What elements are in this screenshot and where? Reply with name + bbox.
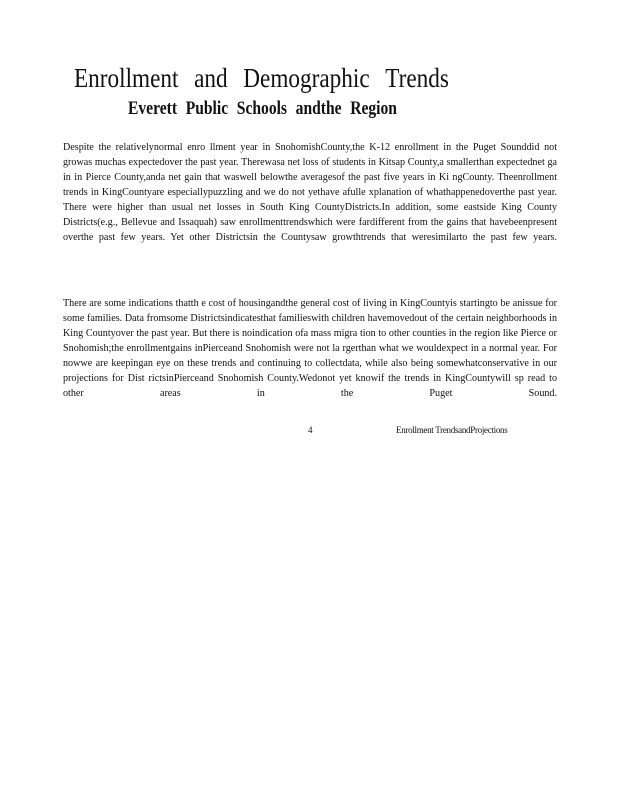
subtitle-word: Everett (128, 98, 178, 119)
paragraph-text: There are some indications thatth e cost of housingandthe general cost of living in KingCountyis startingto be anissue for some families. Data fromsome Districtsindicatesthat familieswith children havemovedout of the certain neighborhoods in King Countyover the past year. But there is noindication ofa mass migra tion to other counties in the region like Pierce or Snohomish;the enrollmentgains inPierceand Snohomish were not la rgerthan what we wouldexpect in a normal year. For nowwe are keepingan eye on these trends and continuing to collectdata, while also being somewhatconservative in our projections for Dist rictsinPierceand Snohomish County.Wedonot yet knowif the trends in KingCountywill sp read to other areas in the Puget Sound. (63, 297, 558, 399)
page-title (74, 62, 449, 94)
title-word: Trends (385, 63, 449, 93)
title-word: Enrollment (74, 63, 179, 93)
footer-label: Enrollment TrendsandProjections (396, 425, 508, 435)
page-subtitle (128, 98, 397, 120)
page-footer (0, 424, 618, 438)
subtitle-word: Region (350, 98, 397, 119)
body-paragraph-1 (63, 140, 557, 245)
title-word: Demographic (243, 63, 370, 93)
title-word: and (194, 63, 228, 93)
subtitle-word: Schools (236, 98, 288, 119)
paragraph-text: Despite the relativelynormal enro llment year in SnohomishCounty,the K-12 enrollment in the Puget Sounddid not growas muchas expectedover the past year. Therewasa net loss of students in Kitsap County,a smallerthan expectednet ga in in Pierce County,anda net gain that waswell belowthe averagesof the past five years in Ki ngCounty. Theenrollment trends in KingCountyare especiallypuzzling and we do not yethave afulle xplanation of whathappenedoverthe past year. There were higher than usual net losses in South King CountyDistricts.In addition, some eastside King County Districts(e.g., Bellevue and Issaquah) saw enrollmenttrendswhich were fardifferent from the gains that havebeenpresent overthe past few years. Yet other Districtsin the Countysaw growthtrends that weresimilarto the past few years. (63, 141, 558, 243)
page-number: 4 (308, 425, 313, 435)
subtitle-word: andthe (295, 98, 342, 119)
body-paragraph-2 (63, 296, 557, 401)
subtitle-word: Public (185, 98, 229, 119)
